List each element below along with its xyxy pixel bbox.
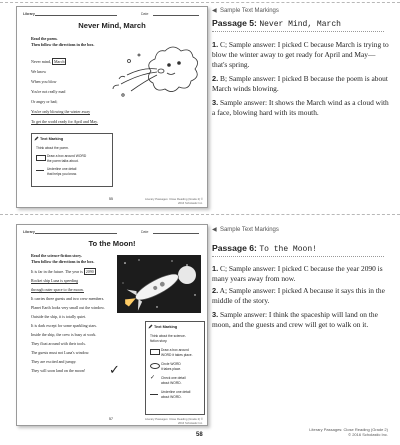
page-footer-credit: [309, 427, 388, 437]
passage-6-heading: Passage 6: To the Moon!: [212, 243, 384, 257]
thumbnail-instruction-2: Then follow the directions in the box.: [31, 42, 95, 47]
poem-line-3: When you blow: [31, 79, 57, 84]
passage-5-heading: Passage 5: Never Mind, March: [212, 18, 384, 32]
top-divider: [0, 2, 400, 3]
text-marking-box: Text Marking Think about the science- fiction story. Draw a box around WORD it takes place. Circle WORD it takes place. ✓ Check one detail about WORD. Underline one detail about WORD.: [145, 321, 205, 415]
library-logo: Library: [23, 12, 35, 16]
thumbnail-instruction-1: Read the poem.: [31, 36, 58, 41]
text-marking-item: about WORD.: [161, 395, 182, 399]
text-marking-item: about WORD.: [161, 381, 182, 385]
passage-5-thumbnail: [16, 6, 208, 208]
poem-line-2: We know: [31, 69, 47, 74]
poem-line-6: You're only blowing the winter away: [31, 109, 91, 114]
text-marking-item: fiction story.: [150, 339, 168, 343]
story-line-11: They are excited and jumpy.: [31, 359, 77, 364]
story-line-1: It is far in the future. The year is 2090: [31, 269, 94, 274]
passage-6-answer-3: 3. Sample answer: I think the spaceship will land on the moon, and the guests and crew will get to walk on it.: [212, 310, 378, 329]
text-marking-item: Check one detail: [161, 376, 186, 380]
story-line-10: The guests must not Luna's window.: [31, 350, 90, 355]
poem-line-1: Never mind, March: [31, 59, 65, 64]
story-line-3: through outer space to the moon.: [31, 287, 84, 292]
check-mark-icon: ✓: [109, 362, 120, 377]
thumbnail-page-number: 57: [109, 417, 113, 421]
rocket-ship-illustration: [117, 255, 201, 313]
boxed-word-2090: 2090: [85, 269, 94, 274]
thumbnail-copyright: Literary Passages: Close Reading (Grade 2) © 2016 Scholastic Inc.: [145, 197, 203, 205]
text-marking-item: Circle WORD: [161, 362, 181, 366]
story-line-7: It is dark except for some sparkling stars.: [31, 323, 97, 328]
thumbnail-title: To the Moon!: [88, 239, 136, 248]
story-line-8: Inside the ship, the crew is busy at work.: [31, 332, 97, 337]
sample-text-markings-label: ◀ Sample Text Markings: [212, 227, 279, 233]
thumbnail-title: Never Mind, March: [78, 21, 146, 30]
text-marking-box: [31, 133, 113, 187]
thumbnail-copyright: Literary Passages: Close Reading (Grade 2) © 2016 Scholastic Inc.: [145, 417, 203, 425]
boxed-word-march: March: [54, 59, 65, 64]
story-line-12: They will soon land on the moon!: [31, 368, 86, 373]
passage-6-thumbnail: [16, 224, 208, 426]
text-marking-item: Draw a box around: [161, 348, 189, 352]
poem-line-4: You're not really mad: [31, 89, 66, 94]
text-marking-item: Underline one detail: [47, 167, 77, 171]
pencil-icon: [148, 324, 153, 329]
thumbnail-header: [23, 12, 201, 20]
text-marking-item: Underline one detail: [161, 390, 191, 394]
footer-line-1: Literary Passages: Close Reading (Grade 2): [309, 427, 388, 432]
thumbnail-instruction-2: Then follow the directions in the box.: [31, 259, 95, 264]
passage-5-answer-2: 2. B; Sample answer: I picked B because the poem is about March winds blowing.: [212, 74, 388, 93]
thumbnail-page-number: 55: [109, 197, 113, 201]
text-marking-item: Think about the poem.: [36, 146, 69, 150]
page-number: 58: [196, 432, 203, 438]
pencil-icon: [34, 136, 39, 141]
text-marking-item: WORD it takes place.: [161, 353, 193, 357]
story-line-6: Outside the ship, it is totally quiet.: [31, 314, 87, 319]
story-line-2: Rocket ship Luna is speeding: [31, 278, 79, 283]
passage-5-answer-3: 3. Sample answer: It shows the March wind as a cloud with a face, blowing hard with its mouth.: [212, 98, 389, 117]
passage-6-answer-1: 1. C; Sample answer: I picked C because the year 2090 is many years away from now.: [212, 264, 383, 283]
middle-divider: [0, 214, 400, 215]
thumbnail-header: [23, 230, 201, 238]
story-line-5: Planet Earth looks very small out the window.: [31, 305, 105, 310]
story-line-4: It carries three guests and two crew members.: [31, 296, 105, 301]
story-line-9: They float around with their tools.: [31, 341, 86, 346]
footer-line-2: © 2016 Scholastic Inc.: [348, 432, 388, 437]
date-label: Date: [141, 230, 149, 234]
thumbnail-instruction-1: Read the science-fiction story.: [31, 253, 82, 258]
text-marking-header: Text Marking: [154, 325, 178, 329]
text-marking-item: Think about the science-: [150, 334, 186, 338]
text-marking-item: it takes place.: [161, 367, 182, 371]
poem-line-7: To get the world ready for April and May.: [31, 119, 98, 124]
passage-6-answer-2: 2. A; Sample answer: I picked A because it says this in the middle of the story.: [212, 286, 385, 305]
poem-line-5: Or angry or bad;: [31, 99, 58, 104]
text-marking-header: Text Marking: [40, 137, 64, 141]
text-marking-item: the poem talks about.: [47, 159, 79, 163]
text-marking-item: Draw a box around WORD: [47, 154, 87, 158]
sample-text-markings-label: ◀ Sample Text Markings: [212, 8, 279, 14]
wind-cloud-illustration: [105, 41, 201, 103]
passage-5-answer-1: 1. C; Sample answer: I picked C because March is trying to blow the winter away to get ready for April and May—that's spring.: [212, 40, 389, 69]
text-marking-item: that helps you know.: [47, 172, 77, 176]
date-label: Date: [141, 12, 149, 16]
library-logo: Library: [23, 230, 35, 234]
